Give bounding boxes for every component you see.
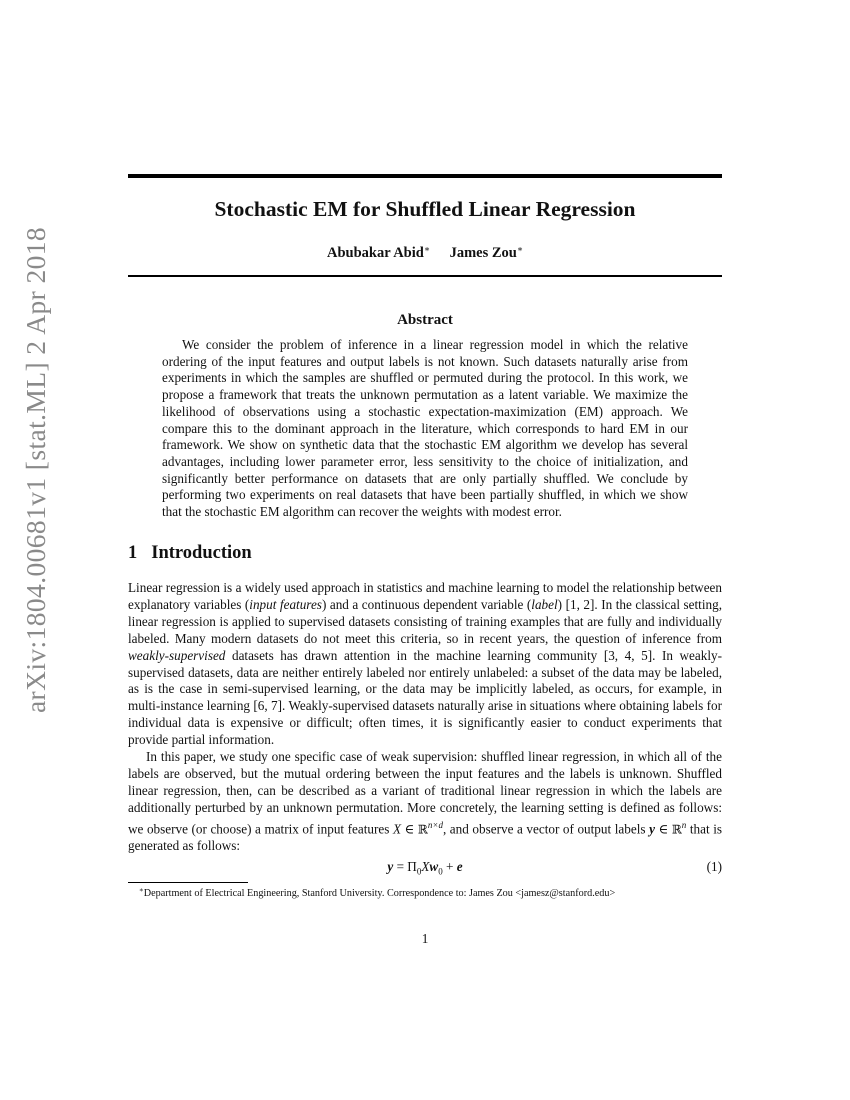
intro-p2-text-c: that is generated as follows: [128, 821, 722, 853]
title-top-rule [128, 174, 722, 178]
eq-y: y [387, 859, 394, 874]
author-list [128, 244, 722, 262]
intro-paragraph-2 [128, 749, 722, 855]
intro-p2-text-a: In this paper, we study one specific case of weak supervision: shuffled linear regression, in which all of the labels are observed, but the mutual ordering between the input features and the labels is unknown. Shuffled linear regression, then, can be described as a variant of traditional linear regression in which the labels are additionally perturbed by an unknown permutation. More concretely, the learning setting is defined as follows: we observe (or choose) a matrix of input features [128, 749, 722, 837]
math-n: n [681, 819, 687, 830]
author-2-name: James Zou [449, 245, 517, 261]
eq-w: w [429, 859, 439, 874]
introduction-body [128, 580, 722, 855]
author-1 [327, 244, 430, 262]
footnote-mark: ∗ [139, 886, 144, 894]
paper-title: Stochastic EM for Shuffled Linear Regression [214, 197, 636, 221]
author-1-mark: ∗ [423, 244, 430, 254]
author-1-name: Abubakar Abid [326, 245, 424, 261]
arxiv-identifier-text: arXiv:1804.00681v1 [stat.ML] 2 Apr 2018 [20, 226, 51, 714]
title-bottom-rule [128, 275, 722, 277]
math-reals-1: ℝ [417, 822, 428, 837]
equation-number: (1) [706, 859, 722, 874]
eq-w-sub: 0 [438, 866, 443, 877]
footnote [139, 886, 615, 899]
eq-pi-sub: 0 [416, 866, 422, 877]
equation-1 [128, 859, 722, 877]
section-heading-introduction [128, 543, 252, 564]
abstract-heading: Abstract [397, 312, 453, 328]
eq-plus: + [442, 859, 457, 874]
page-number: 1 [421, 931, 429, 946]
section-title: Introduction [151, 543, 252, 563]
term-input-features: input features [249, 596, 322, 612]
eq-X: X [421, 859, 430, 874]
math-in-2: ∈ [654, 821, 672, 837]
intro-p1-text-d: datasets has drawn attention in the machine learning community [3, 4, 5]. In weakly-supervised datasets, data are neither entirely labeled nor entirely unlabeled: a subset of the data may be labeled, as is the case in semi-supervised learning, or the data may be implicitly labeled, as occurs, for example, in multi-instance learning [6, 7]. Weakly-supervised datasets naturally arise in situations where obtaining labels for individual data is expensive or difficult; often times, it is significantly easier to conduct experiments that provide partial information. [128, 647, 722, 748]
section-number: 1 [128, 543, 138, 563]
math-y: y [649, 821, 655, 837]
term-label: label [531, 596, 558, 612]
author-2-mark: ∗ [516, 244, 523, 254]
intro-paragraph-1 [128, 580, 722, 749]
math-X: X [392, 821, 401, 837]
footnote-text: Department of Electrical Engineering, Stanford University. Correspondence to: James Zou <jamesz@stanford.edu> [143, 888, 616, 899]
math-reals-2: ℝ [671, 822, 682, 837]
intro-p1-text-c: ) [1, 2]. In the classical setting, linear regression is applied to supervised datasets consisting of training examples that are fully and individually labeled. Many modern datasets do not meet this criteria, so in recent years, the question of inference from [128, 596, 722, 646]
eq-equals-pi: = Π [393, 859, 417, 874]
intro-p2-text-b: , and observe a vector of output labels [442, 821, 650, 837]
eq-e: e [456, 859, 463, 874]
equation-1-body [128, 859, 722, 877]
intro-p1-text-b: ) and a continuous dependent variable ( [321, 596, 532, 612]
footnote-rule [128, 882, 248, 883]
term-weakly-supervised: weakly-supervised [128, 647, 226, 663]
abstract-text: We consider the problem of inference in a linear regression model in which the relative ordering of the input features and output labels is not known. Such datasets naturally arise from experiments in which the samples are shuffled or permuted during the protocol. In this work, we propose a framework that treats the unknown permutation as a latent variable. We maximize the likelihood of observations using a stochastic expectation-maximization (EM) approach. We compare this to the dominant approach in the literature, which corresponds to hard EM in our framework. We show on synthetic data that the stochastic EM algorithm we develop has several advantages, including lower parameter error, less sensitivity to the choice of initialization, and significantly better performance on datasets that are only partially shuffled. We conclude by performing two experiments on real datasets that have been partially shuffled, in which we show that the stochastic EM algorithm can recover the weights with modest error. [162, 337, 688, 520]
math-dims: n×d [427, 819, 443, 830]
author-2 [450, 244, 523, 262]
math-in-1: ∈ [401, 821, 418, 837]
intro-p1-text-a: Linear regression is a widely used approach in statistics and machine learning to model the relationship between explanatory variables ( [128, 580, 722, 612]
